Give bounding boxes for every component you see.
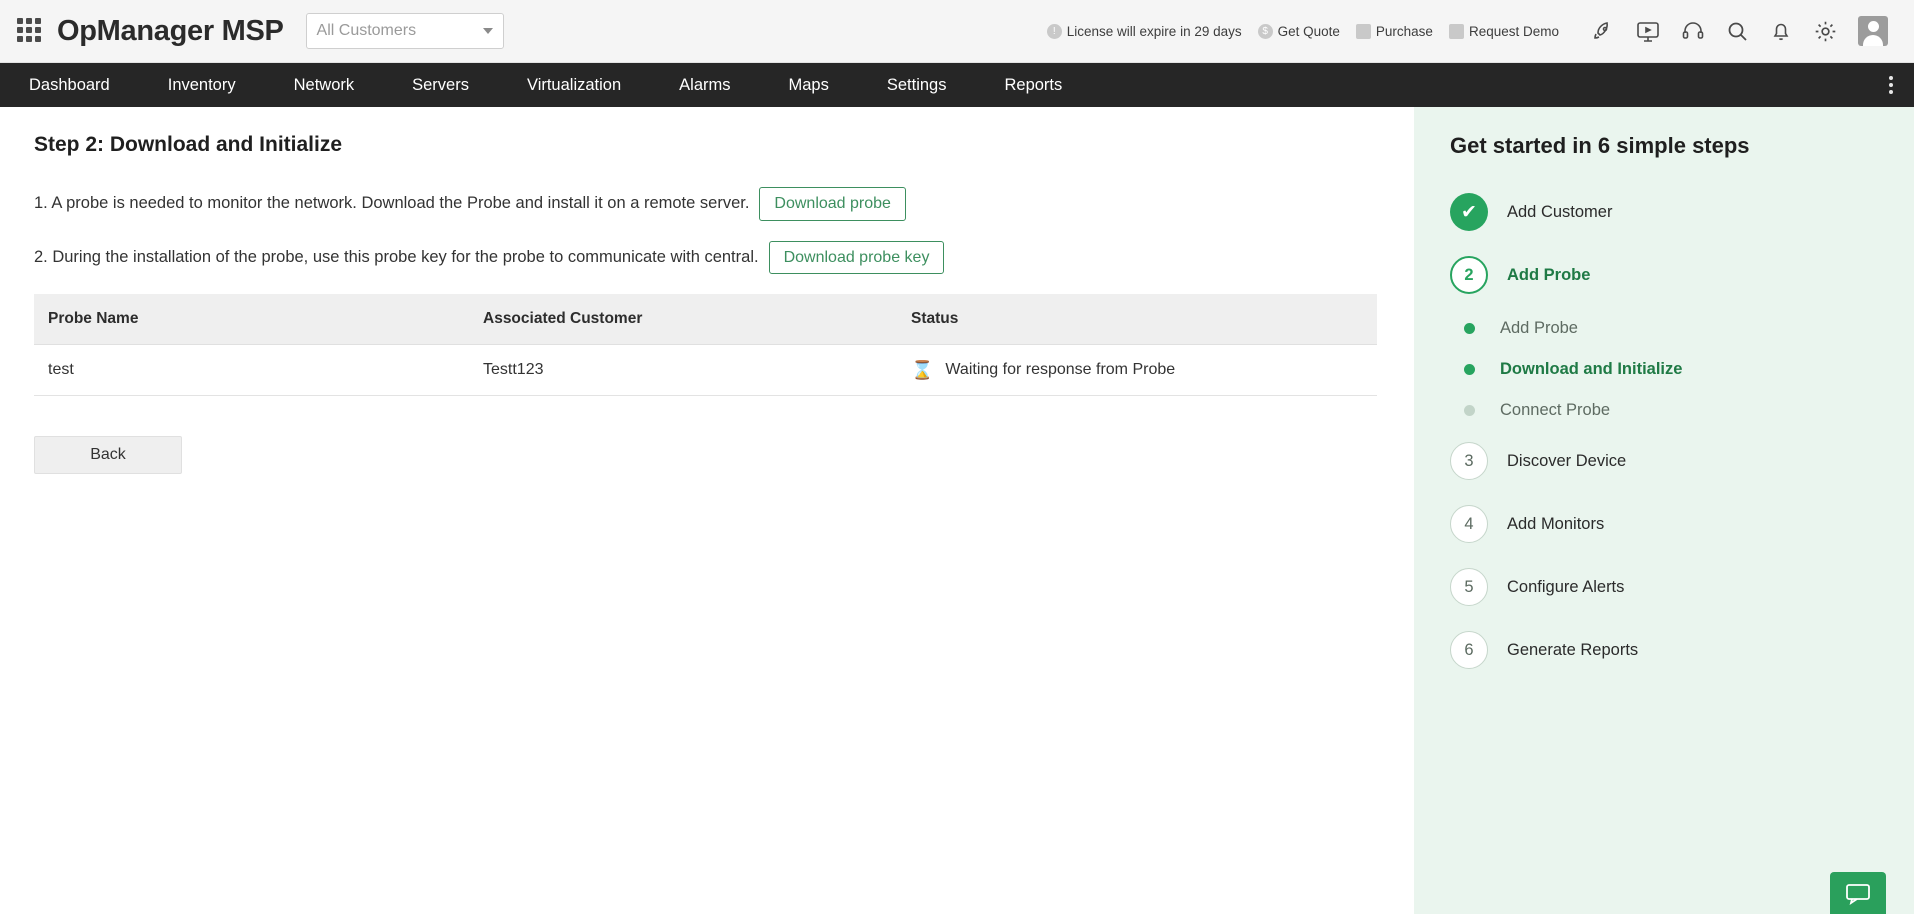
- chat-icon[interactable]: [1830, 872, 1886, 914]
- page-content: [0, 107, 1914, 914]
- step-item-configure-alerts[interactable]: [1450, 568, 1884, 606]
- step-label-add-customer: Add Customer: [1507, 202, 1613, 221]
- license-expiry-label: License will expire in 29 days: [1066, 23, 1242, 39]
- demo-icon: [1449, 24, 1464, 39]
- table-header-row: [34, 294, 1377, 345]
- get-quote-link[interactable]: [1252, 24, 1346, 39]
- support-icon[interactable]: [1681, 19, 1705, 43]
- purchase-link[interactable]: [1350, 24, 1439, 39]
- nav-item-network[interactable]: Network: [293, 75, 355, 94]
- substep-download-and-initialize[interactable]: [1461, 360, 1884, 379]
- app-launcher-icon[interactable]: [17, 18, 43, 44]
- substep-label-download-and-initialize: Download and Initialize: [1500, 360, 1683, 378]
- substep-dot-icon: [1464, 405, 1475, 416]
- column-header-associated-customer: Associated Customer: [469, 294, 897, 345]
- substep-connect-probe[interactable]: [1461, 401, 1884, 420]
- step-marker-3: 3: [1450, 442, 1488, 480]
- nav-item-reports[interactable]: Reports: [1004, 75, 1063, 94]
- getting-started-title: Get started in 6 simple steps: [1450, 133, 1750, 158]
- status-text: Waiting for response from Probe: [945, 361, 1176, 379]
- table-row[interactable]: [34, 345, 1377, 396]
- download-probe-button[interactable]: Download probe: [759, 187, 906, 221]
- request-demo-label: Request Demo: [1468, 23, 1559, 39]
- substep-dot-icon: [1464, 364, 1475, 375]
- step-item-discover-device[interactable]: [1450, 442, 1884, 480]
- step-item-generate-reports[interactable]: [1450, 631, 1884, 669]
- avatar[interactable]: [1858, 16, 1888, 46]
- top-bar: [0, 0, 1914, 63]
- nav-item-virtualization[interactable]: Virtualization: [526, 75, 622, 94]
- step-item-add-probe[interactable]: [1450, 256, 1884, 294]
- gear-icon[interactable]: [1813, 19, 1838, 44]
- customer-select-value: All Customers: [316, 22, 417, 39]
- step-marker-check-icon: ✔: [1450, 193, 1488, 231]
- app-brand-title: OpManager MSP: [57, 14, 284, 47]
- license-links: [1041, 24, 1565, 39]
- clock-icon: !: [1047, 24, 1062, 39]
- nav-item-inventory[interactable]: Inventory: [167, 75, 236, 94]
- cell-associated-customer: Testt123: [469, 345, 897, 396]
- nav-item-maps[interactable]: Maps: [788, 75, 829, 94]
- step-marker-6: 6: [1450, 631, 1488, 669]
- cart-icon: [1356, 24, 1371, 39]
- substep-dot-icon: [1464, 323, 1475, 334]
- column-header-probe-name: Probe Name: [34, 294, 469, 345]
- add-probe-substeps: [1450, 319, 1884, 420]
- cell-probe-name: test: [34, 345, 469, 396]
- nav-item-dashboard[interactable]: Dashboard: [29, 75, 110, 94]
- getting-started-panel: [1414, 107, 1914, 914]
- column-header-status: Status: [897, 294, 1377, 345]
- cell-status: [897, 345, 1377, 396]
- search-icon[interactable]: [1725, 19, 1749, 43]
- main-panel: [0, 107, 1414, 914]
- step-item-add-monitors[interactable]: [1450, 505, 1884, 543]
- instruction-1-text: 1. A probe is needed to monitor the network. Download the Probe and install it on a remote server.: [34, 194, 750, 213]
- license-expiry-link[interactable]: [1041, 24, 1248, 39]
- top-bar-icon-group: [1591, 16, 1888, 46]
- step-marker-4: 4: [1450, 505, 1488, 543]
- nav-item-settings[interactable]: Settings: [886, 75, 947, 94]
- probe-table: [34, 294, 1377, 396]
- step-label-add-monitors: Add Monitors: [1507, 514, 1605, 533]
- step-label-discover-device: Discover Device: [1507, 451, 1627, 470]
- presentation-icon[interactable]: [1635, 19, 1661, 43]
- instruction-line-1: [34, 187, 1380, 221]
- chevron-down-icon: [483, 28, 493, 34]
- main-navigation: [0, 63, 1914, 107]
- download-probe-key-button[interactable]: Download probe key: [769, 241, 945, 275]
- substep-label-add-probe: Add Probe: [1500, 319, 1578, 337]
- hourglass-icon: ⌛: [911, 360, 934, 381]
- quote-icon: $: [1258, 24, 1273, 39]
- purchase-label: Purchase: [1375, 23, 1433, 39]
- instruction-line-2: [34, 241, 1380, 275]
- nav-item-servers[interactable]: Servers: [412, 75, 469, 94]
- customer-select[interactable]: [306, 13, 504, 49]
- get-quote-label: Get Quote: [1277, 23, 1340, 39]
- back-button[interactable]: Back: [34, 436, 182, 474]
- instruction-2-text: 2. During the installation of the probe, use this probe key for the probe to communicate with central.: [34, 247, 759, 266]
- rocket-icon[interactable]: [1591, 19, 1615, 43]
- top-bar-right: [1041, 16, 1896, 46]
- nav-overflow-menu-icon[interactable]: [1880, 63, 1902, 107]
- step-label-add-probe: Add Probe: [1507, 265, 1591, 284]
- bell-icon[interactable]: [1769, 19, 1793, 43]
- step-item-add-customer[interactable]: [1450, 193, 1884, 231]
- request-demo-link[interactable]: [1443, 24, 1565, 39]
- step-marker-5: 5: [1450, 568, 1488, 606]
- substep-label-connect-probe: Connect Probe: [1500, 401, 1611, 419]
- nav-item-alarms[interactable]: Alarms: [679, 75, 731, 94]
- getting-started-steps: [1450, 193, 1884, 669]
- step-marker-2: 2: [1450, 256, 1488, 294]
- step-label-configure-alerts: Configure Alerts: [1507, 577, 1625, 596]
- step-label-generate-reports: Generate Reports: [1507, 640, 1639, 659]
- substep-add-probe[interactable]: [1461, 319, 1884, 338]
- page-title: Step 2: Download and Initialize: [34, 133, 343, 156]
